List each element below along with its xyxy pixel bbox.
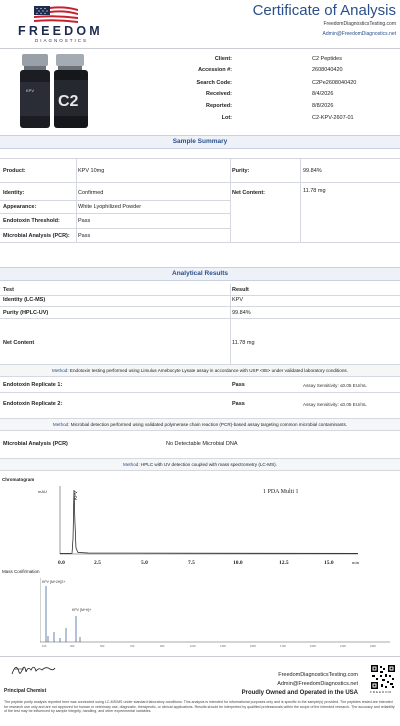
- svg-text:1900: 1900: [310, 645, 316, 648]
- info-label: Lot:: [221, 115, 232, 121]
- signatory-role: Principal Chemist: [4, 688, 47, 694]
- header-email-link[interactable]: Admin@FreedomDiagnostics.net: [322, 31, 396, 37]
- svg-text:100: 100: [42, 645, 47, 648]
- chromatogram-label: Chromatogram: [2, 477, 35, 482]
- analytical-results-heading: Analytical Results: [0, 267, 400, 281]
- hplc-method-note: [0, 458, 400, 471]
- method-text: Endotoxin testing performed using Limulus Amebocyte Lysate assay in accordance with USP <85> under validated laboratory conditions.: [69, 368, 348, 373]
- divider: [0, 295, 400, 296]
- endotoxin-method-note: [0, 364, 400, 377]
- svg-text:900: 900: [160, 645, 165, 648]
- chromatogram-trace: [60, 490, 358, 554]
- result-value: 99.84%: [232, 310, 251, 316]
- svg-text:1700: 1700: [280, 645, 286, 648]
- svg-text:300: 300: [70, 645, 75, 648]
- divider: [0, 242, 400, 243]
- result-value: KPV: [232, 297, 244, 303]
- footer-email-link[interactable]: Admin@FreedomDiagnostics.net: [277, 681, 358, 687]
- x-tick-label: 15.0: [324, 560, 334, 566]
- result-test-name: Purity (HPLC-UV): [3, 310, 49, 316]
- replicate-label: Endotoxin Replicate 2:: [3, 401, 63, 407]
- svg-text:500: 500: [100, 645, 105, 648]
- info-value: 8/8/2026: [312, 103, 334, 109]
- appearance-label: Appearance:: [3, 204, 37, 210]
- sample-summary-heading: Sample Summary: [0, 135, 400, 149]
- method-text: HPLC with UV detection coupled with mass spectrometry (LC-MS).: [140, 462, 277, 467]
- page-title: Certificate of Analysis: [252, 2, 396, 19]
- info-value: C2Pe2608040420: [312, 80, 357, 86]
- product-value: KPV 10mg: [78, 168, 105, 174]
- appearance-value: White Lyophilized Powder: [78, 204, 142, 210]
- test-column-header: Test: [3, 287, 14, 293]
- divider: [0, 306, 400, 307]
- svg-text:2100: 2100: [340, 645, 346, 648]
- disclaimer-text: The peptide purity analysis reported here was conducted using LC-MS/MS under standard laboratory conditions. This analysis is intended for informational purposes only and is specific to the sample(s) provided. The peptides tested are intended for research use only and are not approved for human or veterinary use, diagnostic, therapeutic, or clinical applications. Results should be interpreted by qualified professionals within the scope of the intended research. The accuracy and reliability of the test may be influenced by sample integrity, handling, and other experimental variables.: [4, 700, 395, 714]
- svg-text:700: 700: [130, 645, 135, 648]
- replicate-result: Pass: [232, 401, 245, 407]
- info-row-search-code: [100, 80, 400, 90]
- footer-tagline: Proudly Owned and Operated in the USA: [241, 690, 358, 696]
- mass-annotation: KPV [M+H]+: [72, 608, 92, 612]
- divider: [0, 158, 400, 159]
- microbial-result-label: Microbial Analysis (PCR): [3, 441, 68, 447]
- method-prefix: Method:: [123, 462, 140, 467]
- svg-text:1100: 1100: [190, 645, 196, 648]
- svg-text:2300: 2300: [370, 645, 376, 648]
- mass-annotation: KPV [M+2H]2+: [42, 580, 66, 584]
- flag-logo-icon: [34, 6, 78, 24]
- purity-value: 99.84%: [303, 168, 322, 174]
- qr-code-icon[interactable]: [370, 664, 396, 690]
- replicate-result: Pass: [232, 382, 245, 388]
- mass-confirmation-label: Mass Confirmation: [2, 569, 40, 574]
- product-vials-image: [14, 52, 94, 130]
- result-value: 11.78 mg: [232, 340, 255, 346]
- chromatogram-chart: [8, 484, 363, 572]
- info-label: Accession #:: [198, 67, 232, 73]
- svg-text:1300: 1300: [220, 645, 226, 648]
- divider: [300, 158, 301, 242]
- endotoxin-threshold-value: Pass: [78, 218, 91, 224]
- x-tick-label: 10.0: [233, 560, 243, 566]
- info-value: C2 Peptides: [312, 56, 342, 62]
- divider: [0, 213, 230, 214]
- purity-label: Purity:: [232, 168, 250, 174]
- info-value: C2-KPV-2607-01: [312, 115, 354, 121]
- x-tick-label: 12.5: [279, 560, 289, 566]
- method-prefix: Method:: [52, 422, 70, 427]
- qr-caption: FREEDOM: [370, 690, 392, 694]
- info-label: Search Code:: [196, 80, 232, 86]
- divider: [0, 182, 400, 183]
- svg-text:1500: 1500: [250, 645, 256, 648]
- brand-name: FREEDOM: [18, 24, 103, 38]
- divider: [0, 228, 230, 229]
- info-row-lot: [100, 115, 400, 125]
- header-website-link[interactable]: FreedomDiagnosticsTesting.com: [323, 21, 396, 27]
- x-tick-label: 0.0: [58, 560, 65, 566]
- divider: [0, 318, 400, 319]
- svg-text:KPV: KPV: [26, 88, 35, 93]
- info-row-accession: [100, 67, 400, 77]
- info-row-client: [100, 56, 400, 66]
- x-tick-label: 2.5: [94, 560, 101, 566]
- info-row-reported: [100, 103, 400, 113]
- identity-label: Identity:: [3, 190, 25, 196]
- info-row-received: [100, 91, 400, 101]
- replicate-sensitivity: Assay Sensitivity: ≤0.05 EU/mL: [303, 383, 367, 388]
- endotoxin-threshold-label: Endotoxin Threshold:: [3, 218, 60, 224]
- net-content-value: 11.78 mg: [303, 188, 326, 194]
- divider: [76, 158, 77, 242]
- method-text: Microbial detection performed using validated polymerase chain reaction (PCR)-based assay targeting common microbial contaminants.: [70, 422, 348, 427]
- x-axis-unit: min: [352, 560, 360, 565]
- signature-image: [10, 660, 56, 678]
- divider: [230, 158, 231, 242]
- chromatogram-unit: mAU: [38, 489, 47, 494]
- microbial-result-value: No Detectable Microbial DNA: [166, 441, 238, 447]
- footer-website-link[interactable]: FreedomDiagnosticsTesting.com: [278, 672, 358, 678]
- info-label: Received:: [206, 91, 232, 97]
- x-tick-label: 7.5: [188, 560, 195, 566]
- x-tick-label: 5.0: [141, 560, 148, 566]
- result-test-name: Net Content: [3, 340, 35, 346]
- divider: [0, 392, 400, 393]
- product-label: Product:: [3, 168, 26, 174]
- microbial-analysis-value: Pass: [78, 233, 91, 239]
- method-prefix: Method:: [52, 368, 69, 373]
- info-label: Reported:: [206, 103, 232, 109]
- brand-subtitle: DIAGNOSTICS: [35, 38, 89, 43]
- svg-text:C2: C2: [58, 93, 79, 110]
- info-label: Client:: [214, 56, 232, 62]
- divider: [230, 284, 231, 364]
- header-divider: [0, 48, 400, 49]
- identity-value: Confirmed: [78, 190, 104, 196]
- replicate-sensitivity: Assay Sensitivity: ≤0.05 EU/mL: [303, 402, 367, 407]
- info-value: 8/4/2026: [312, 91, 334, 97]
- mass-spectrum-chart: [40, 576, 395, 652]
- footer-divider: [0, 656, 400, 657]
- replicate-label: Endotoxin Replicate 1:: [3, 382, 63, 388]
- net-content-label: Net Content:: [232, 190, 265, 196]
- peak-label: KPV: [73, 490, 78, 500]
- info-value: 2608040420: [312, 67, 343, 73]
- microbial-method-note: [0, 418, 400, 431]
- result-test-name: Identity (LC-MS): [3, 297, 46, 303]
- chromatogram-legend: 1 PDA Multi 1: [263, 489, 299, 495]
- microbial-analysis-label: Microbial Analysis (PCR):: [3, 233, 70, 239]
- result-column-header: Result: [232, 287, 249, 293]
- divider: [0, 200, 230, 201]
